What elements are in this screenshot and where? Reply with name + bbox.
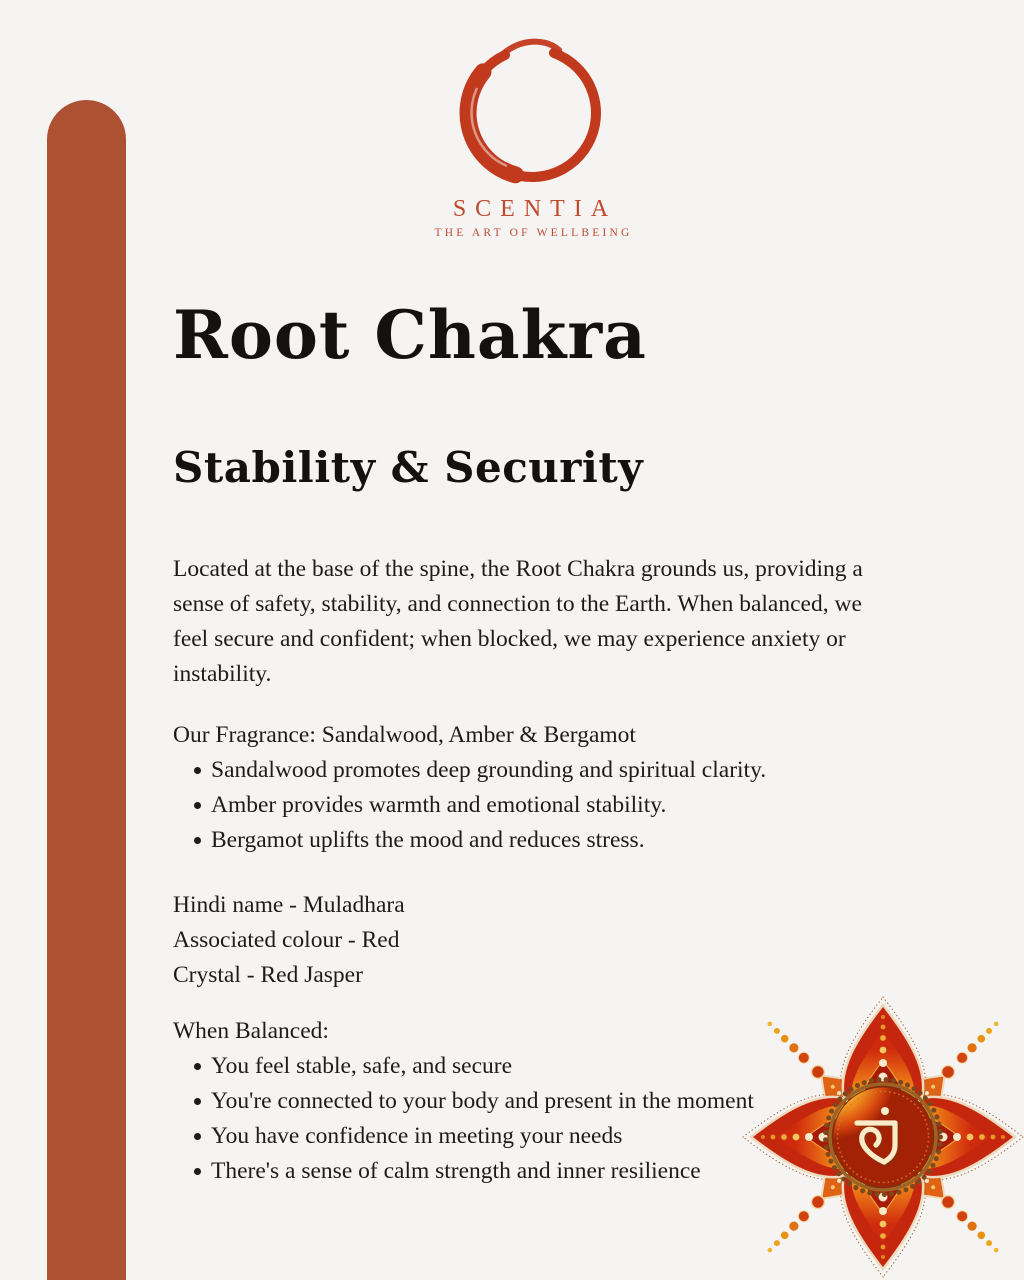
hindi-name-line: Hindi name - Muladhara	[173, 892, 405, 918]
brand-name: SCENTIA	[452, 196, 618, 222]
enso-brush-circle-icon	[447, 28, 617, 190]
associated-colour-line: Associated colour - Red	[173, 927, 400, 953]
accent-side-bar	[47, 100, 126, 1280]
list-item: You have confidence in meeting your needs	[173, 1119, 973, 1154]
when-balanced-section	[173, 1014, 973, 1189]
page-subtitle: Stability & Security	[173, 443, 644, 492]
chakra-details	[173, 888, 973, 993]
list-item: You feel stable, safe, and secure	[173, 1049, 973, 1084]
list-item: Sandalwood promotes deep grounding and spiritual clarity.	[173, 753, 973, 788]
intro-paragraph	[173, 552, 973, 692]
balanced-heading: When Balanced:	[173, 1018, 329, 1044]
intro-line: instability.	[173, 661, 272, 687]
list-item: You're connected to your body and present in the moment	[173, 1084, 973, 1119]
intro-line: Located at the base of the spine, the Root Chakra grounds us, providing a	[173, 556, 863, 582]
fragrance-heading: Our Fragrance: Sandalwood, Amber & Bergamot	[173, 722, 636, 748]
list-item: Bergamot uplifts the mood and reduces stress.	[173, 823, 973, 858]
crystal-line: Crystal - Red Jasper	[173, 962, 363, 988]
list-item: There's a sense of calm strength and inner resilience	[173, 1154, 973, 1189]
intro-line: sense of safety, stability, and connection to the Earth. When balanced, we	[173, 591, 862, 617]
brand-logo	[362, 28, 702, 239]
intro-line: feel secure and confident; when blocked, we may experience anxiety or	[173, 626, 846, 652]
fragrance-section	[173, 718, 973, 858]
list-item: Amber provides warmth and emotional stability.	[173, 788, 973, 823]
page-title: Root Chakra	[173, 296, 647, 374]
balanced-list	[173, 1049, 973, 1189]
brand-tagline: THE ART OF WELLBEING	[434, 227, 633, 239]
fragrance-list	[173, 753, 973, 858]
